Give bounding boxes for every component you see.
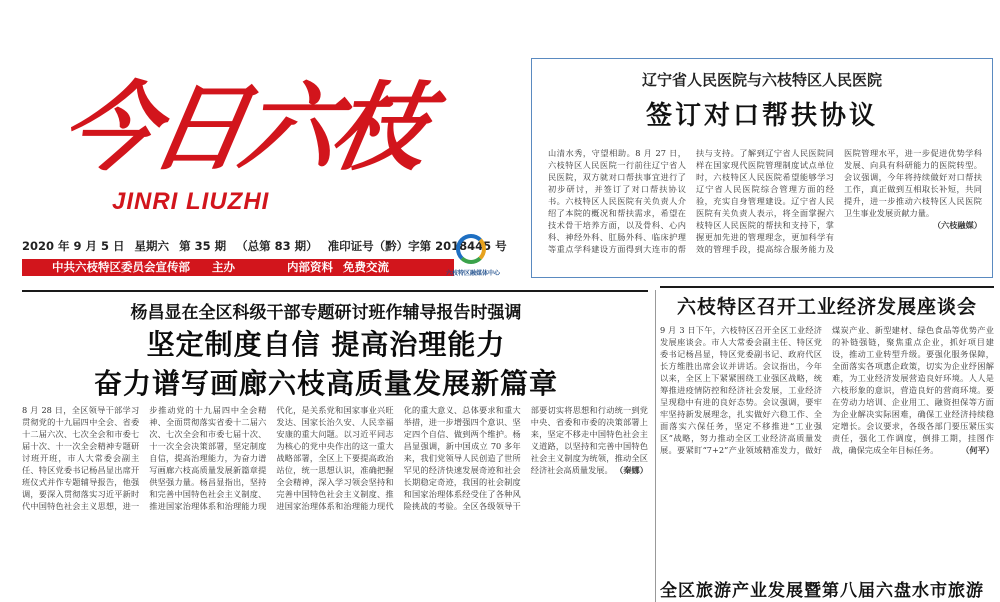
publisher-bar — [22, 259, 454, 276]
issue-date: 2020 年 9 月 5 日 — [22, 239, 125, 253]
side-headline: 六枝特区召开工业经济发展座谈会 — [676, 296, 977, 318]
tourism-headline: 全区旅游产业发展暨第八届六盘水市旅游 — [660, 581, 984, 601]
column-divider — [655, 290, 656, 602]
side-body — [660, 324, 994, 564]
issue-total: （总第 83 期） — [236, 239, 318, 253]
divider — [660, 286, 994, 288]
media-center-emblem — [446, 232, 506, 282]
lead-subtitle: 杨昌显在全区科级干部专题研讨班作辅导报告时强调 — [130, 303, 522, 323]
industry-forum-article — [660, 286, 994, 570]
newspaper-logo — [52, 71, 433, 188]
hospital-assistance-article — [531, 58, 993, 278]
article-text: 山清水秀，守望相助。8 月 27 日，六枝特区人民医院一行前往辽宁省人民医院，双方就对口帮扶事宜进行了初步研讨，并签订了对口帮扶协议书。六枝特区人民医院有关负责人介绍了本院的概况和帮扶需求，希望在技术骨干培养方面，以及骨科、心内科、神经外科、肛肠外科、临床护理等重点学科建设方面得到大连市的帮扶与支持。了解到辽宁省人民医院同样在国家现代医院管理制度试点单位时，六枝特区人民医院希望能够学习辽宁省人民医院综合管理方面的经验，充实自身管理建设。辽宁省人民医院有关负责人表示，将全面掌握六枝特区人民医院的帮扶和支持下，掌握更加先进的管理理念，更加科学有效的管理手段，提高综合服务能力及医院管理水平，进一步促进优势学科发展、向具有科研能力的医院转型。会议强调，今年将持续做好对口帮扶工作，真正做到互相取长补短，共同提升，进一步推动六枝特区人民医院卫生事业发展贡献力量。 — [548, 148, 982, 254]
masthead — [0, 0, 528, 290]
free-label: 免费交流 — [343, 260, 390, 274]
publisher-name: 中共六枝特区委员会宣传部 — [52, 260, 190, 274]
side-text: 9 月 3 日下午，六枝特区召开全区工业经济发展座谈会。市人大常委会副主任、特区党委书记杨昌显，特区党委副书记、政府代区长方维胜出席会议并讲话。会议指出，今年以来，全区上下紧紧围绕工业强区战略，统筹推进疫情防控和经济社会发展，工业经济呈现稳中有进的良好态势。会议强调，要牢牢坚持新发展理念，扎实做好六稳工作、全面落实六保任务，坚定不移推进“工业强区”战略，努力推动全区工业经济高质量发展。要紧盯“7+2”产业领域精准发力，做好煤炭产业、新型建材、绿色食品等优势产业的补链强链，聚焦重点企业，抓好项目建设，推动工业转型升级。要强化服务保障，全面落实各项惠企政策，切实为企业纾困解难，为工业经济发展营造良好环境。人人是六枝形象的意识，营造良好的营商环境。要在劳动力培训、企业用工、融资担保等方面为企业解决实际困难，确保工业经济持续稳定增长。会议要求，各级各部门要压紧压实责任，强化工作调度，倒排工期，挂图作战，确保完成全年目标任务。 — [660, 325, 994, 455]
print-permit: 准印证号（黔）字第 2018445 号 — [327, 239, 507, 253]
lead-headline-line1: 坚定制度自信 提高治理能力 — [146, 328, 506, 361]
media-center-name: 六枝特区融媒体中心 — [446, 270, 501, 277]
article-subtitle: 辽宁省人民医院与六枝特区人民医院 — [641, 71, 882, 89]
lead-body — [22, 404, 648, 602]
issue-info-line — [22, 238, 507, 254]
article-byline: （六枝融媒） — [932, 220, 982, 230]
lead-byline: （秦娜） — [615, 465, 648, 475]
side-byline: （何平） — [961, 445, 994, 455]
media-center-logo-icon — [456, 234, 486, 264]
publisher-host: 主办 — [212, 260, 235, 274]
lead-headline-line2: 奋力谱写画廊六枝高质量发展新篇章 — [93, 367, 558, 400]
issue-number: 第 35 期 — [179, 239, 227, 253]
internal-label: 内部资料 — [287, 260, 334, 274]
divider — [22, 290, 648, 292]
logo-chinese: 今日六枝 — [52, 71, 433, 184]
lead-article — [0, 290, 652, 602]
lead-text: 8 月 28 日，全区领导干部学习贯彻党的十九届四中全会、省委十二届六次、七次全会和市委七届十次、十一次全会精神专题研讨班开班，市人大常委会副主任、特区党委书记杨昌显出席开班仪式并作专题辅导报告，他强调，要深入贯彻落实习近平新时代中国特色社会主义思想，进一步推动党的十九届四中全会精神、全面贯彻落实省委十二届六次、七次全会和市委七届十次、十一次全会决策部署，坚定制度自信，提高治理能力，为奋力谱写画廊六枝高质量发展新篇章提供坚强力量。杨昌显指出，坚持和完善中国特色社会主义制度、推进国家治理体系和治理能力现代化，是关系党和国家事业兴旺发达、国家长治久安、人民幸福安康的重大问题。以习近平同志为核心的党中央作出的这一重大战略部署，全区上下要提高政治站位，统一思想认识，准确把握全会精神，深入学习领会坚持和完善中国特色社会主义制度、推进国家治理体系和治理能力现代化的重大意义、总体要求和重大举措，进一步增强四个意识、坚定四个自信、做到两个维护。杨昌显强调，新中国成立 70 多年来，我们党领导人民创造了世所罕见的经济快速发展奇迹和社会长期稳定奇迹，我国的社会制度和国家治理体系经受住了各种风险挑战的考验。全区各级领导干部要切实将思想和行动统一到党中央、省委和市委的决策部署上来，坚定不移走中国特色社会主义道路，以坚持和完善中国特色社会主义制度为统领，推动全区经济社会高质量发展。 — [22, 405, 648, 511]
logo-pinyin: JINRI LIUZHI — [112, 188, 270, 215]
article-headline: 签订对口帮扶协议 — [645, 101, 878, 131]
article-body — [548, 147, 982, 273]
issue-weekday: 星期六 — [134, 239, 170, 253]
